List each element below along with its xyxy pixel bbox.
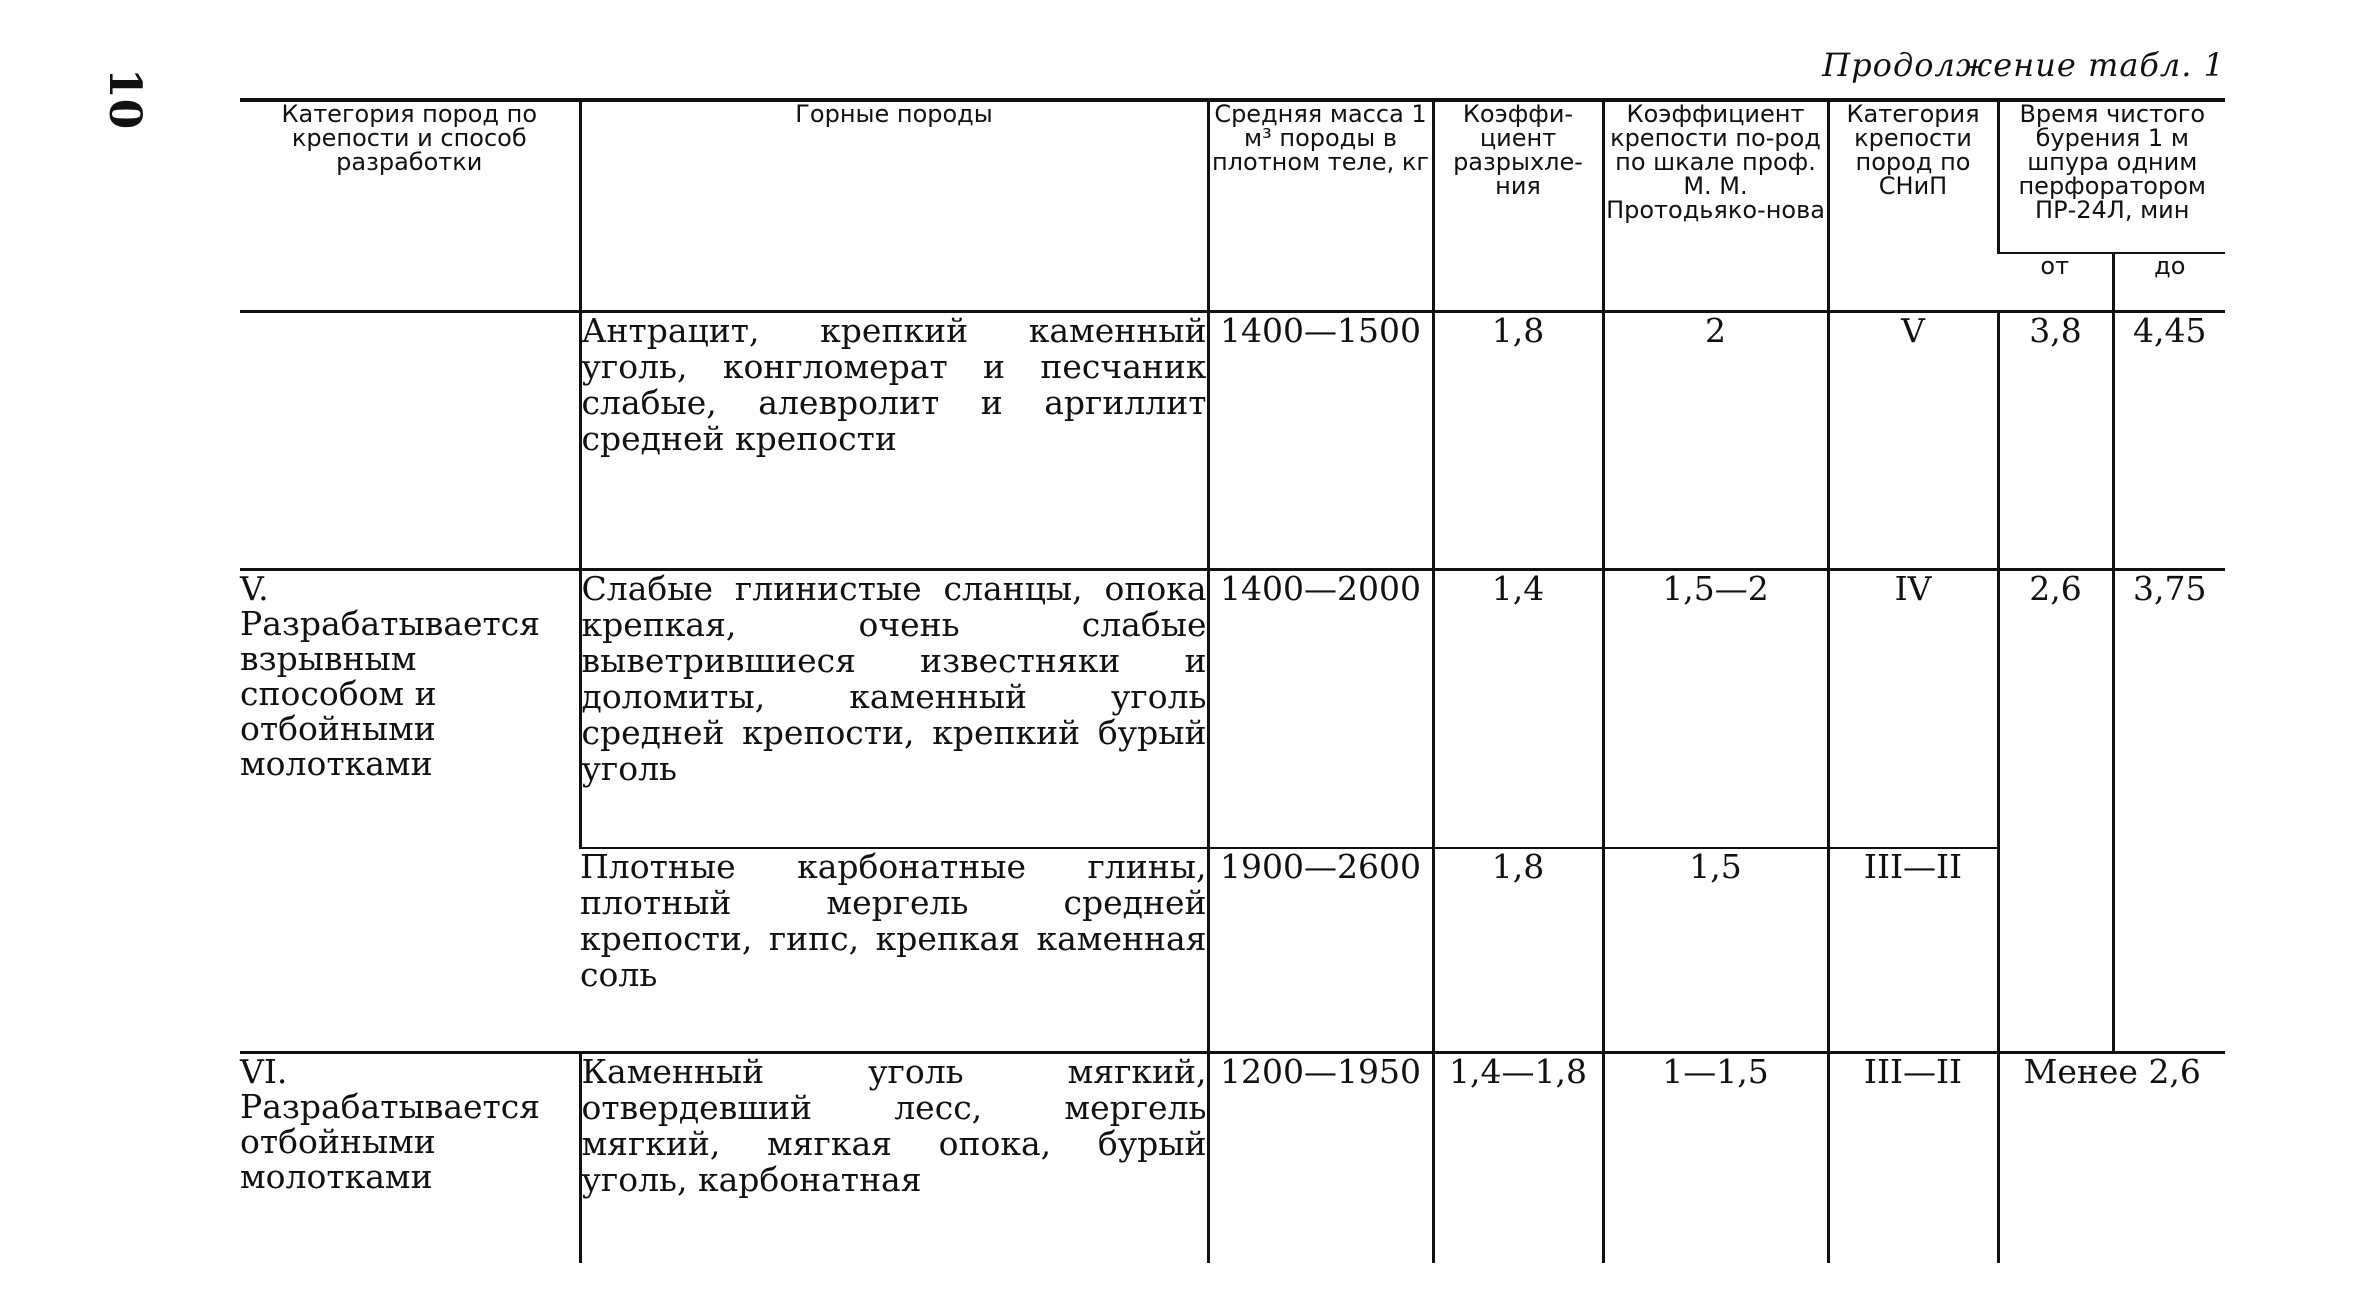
row4-drilling-time: Менее 2,6: [1998, 1053, 2225, 1263]
header-snip: Категория крепости пород по СНиП: [1828, 100, 1998, 312]
row2-category: V. Разрабатывается взрывным способом и отбойными молотками: [240, 570, 580, 1053]
row3-rocks: Плотные карбонатные глины, плотный мергель средней крепости, гипс, крепкая каменная соль: [580, 848, 1208, 1053]
row3-snip: III—II: [1828, 848, 1998, 1053]
header-category: Категория пород по крепости и способ разработки: [240, 100, 580, 312]
row2-from: 2,6: [1998, 570, 2113, 1053]
row2-mass: 1400—2000: [1208, 570, 1433, 848]
row3-strength: 1,5: [1603, 848, 1828, 1053]
header-loosening: Коэффи-циент разрыхле-ния: [1433, 100, 1603, 312]
table-row: [240, 312, 2225, 570]
row1-rocks: Антрацит, крепкий каменный уголь, конгломерат и песчаник слабые, алевролит и аргиллит средней крепости: [580, 312, 1208, 570]
header-mass: Средняя масса 1 м³ породы в плотном теле, кг: [1208, 100, 1433, 312]
row1-snip: V: [1828, 312, 1998, 570]
table-row: [240, 570, 2225, 848]
row4-strength: 1—1,5: [1603, 1053, 1828, 1263]
row1-mass: 1400—1500: [1208, 312, 1433, 570]
header-from: от: [1998, 253, 2113, 312]
row3-loosening: 1,8: [1433, 848, 1603, 1053]
header-rocks: Горные породы: [580, 100, 1208, 312]
row3-mass: 1900—2600: [1208, 848, 1433, 1053]
row2-rocks: Слабые глинистые сланцы, опока крепкая, очень слабые выветрившиеся известняки и доломиты, каменный уголь средней крепости, крепкий бурый уголь: [580, 570, 1208, 848]
page-number: 10: [99, 68, 150, 130]
row1-loosening: 1,8: [1433, 312, 1603, 570]
row4-loosening: 1,4—1,8: [1433, 1053, 1603, 1263]
row4-category: VI. Разрабатывается отбойными молотками: [240, 1053, 580, 1263]
row2-strength: 1,5—2: [1603, 570, 1828, 848]
header-strength: Коэффициент крепости по-род по шкале проф. М. М. Протодьяко-нова: [1603, 100, 1828, 312]
row1-category: [240, 312, 580, 570]
row1-to: 4,45: [2113, 312, 2225, 570]
header-to: до: [2113, 253, 2225, 312]
row2-to: 3,75: [2113, 570, 2225, 1053]
row2-snip: IV: [1828, 570, 1998, 848]
row2-loosening: 1,4: [1433, 570, 1603, 848]
rock-categories-table: [240, 98, 2225, 1263]
header-drilling-time: Время чистого бурения 1 м шпура одним перфоратором ПР-24Л, мин: [1998, 100, 2225, 253]
row1-from: 3,8: [1998, 312, 2113, 570]
row4-mass: 1200—1950: [1208, 1053, 1433, 1263]
table-row: [240, 1053, 2225, 1263]
row4-snip: III—II: [1828, 1053, 1998, 1263]
row4-rocks: Каменный уголь мягкий, отвердевший лесс, мергель мягкий, мягкая опока, бурый уголь, карбонатная: [580, 1053, 1208, 1263]
table-continuation-label: Продолжение табл. 1: [1822, 46, 2225, 84]
row1-strength: 2: [1603, 312, 1828, 570]
